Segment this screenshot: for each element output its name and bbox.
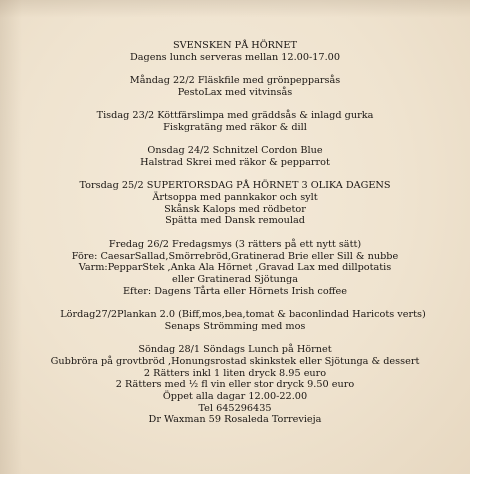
friday-dessert: Efter: Dagens Tårta eller Hörnets Irish coffee <box>122 285 347 297</box>
wednesday-dish-2: Halstrad Skrei med räkor & pepparrot <box>140 156 330 168</box>
sunday-price-1: 2 Rätters inkl 1 liten dryck 8.95 euro <box>143 367 327 379</box>
saturday-dish-2: Senaps Strömming med mos <box>164 320 306 332</box>
monday-dish-1: Måndag 22/2 Fläskfile med grönpepparsås <box>129 75 341 87</box>
opening-hours: Öppet alla dagar 12.00-22.00 <box>162 390 308 402</box>
friday-starter: Före: CaesarSallad,Smörrebröd,Gratinerad Brie eller Sill & nubbe <box>71 250 399 262</box>
tuesday-dish-1: Tisdag 23/2 Köttfärslimpa med gräddsås & inlagd gurka <box>96 110 374 122</box>
friday-main-alt: eller Gratinerad Sjötunga <box>172 273 298 285</box>
sunday-price-2: 2 Rätters med ½ fl vin eller stor dryck 9.50 euro <box>115 379 355 391</box>
sunday-title: Söndag 28/1 Söndags Lunch på Hörnet <box>138 344 332 356</box>
monday-dish-2: PestoLax med vitvinsås <box>177 86 293 98</box>
phone-number: Tel 645296435 <box>198 402 272 414</box>
saturday-dish-1: Lördag27/2Plankan 2.0 (Biff,mos,bea,tomat & baconlindad Haricots verts) <box>60 309 426 321</box>
address: Dr Waxman 59 Rosaleda Torrevieja <box>148 414 322 426</box>
thursday-dish-2: Skånsk Kalops med rödbetor <box>164 203 306 215</box>
friday-title: Fredag 26/2 Fredagsmys (3 rätters på ett nytt sätt) <box>108 238 362 250</box>
friday-main: Varm:PepparStek ,Anka Ala Hörnet ,Gravad Lax med dillpotatis <box>78 262 392 274</box>
paper-shadow-top <box>0 0 470 18</box>
tuesday-dish-2: Fiskgratäng med räkor & dill <box>163 121 307 133</box>
thursday-dish-1: Ärtsoppa med pannkakor och sylt <box>152 192 318 204</box>
thursday-title: Torsdag 25/2 SUPERTORSDAG PÅ HÖRNET 3 OLIKA DAGENS <box>79 180 391 192</box>
sunday-dishes: Gubbröra på grovtbröd ,Honungsrostad skinkstek eller Sjötunga & dessert <box>50 355 420 367</box>
lunch-menu <box>0 40 470 426</box>
lunch-hours: Dagens lunch serveras mellan 12.00-17.00 <box>129 51 341 63</box>
restaurant-name: SVENSKEN PÅ HÖRNET <box>173 40 297 51</box>
thursday-dish-3: Spätta med Dansk remoulad <box>165 215 305 227</box>
wednesday-dish-1: Onsdag 24/2 Schnitzel Cordon Blue <box>147 145 323 157</box>
